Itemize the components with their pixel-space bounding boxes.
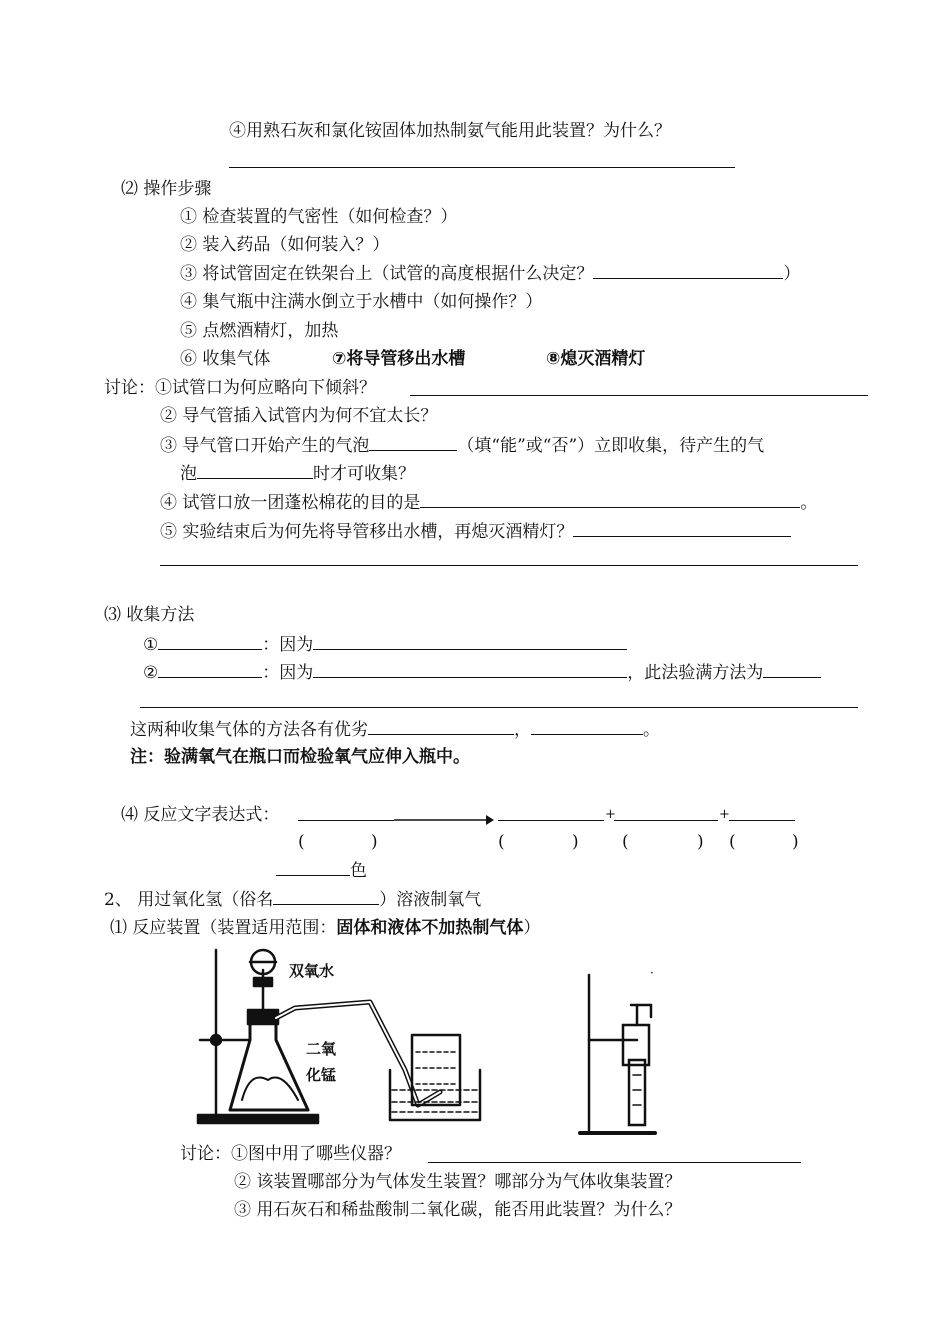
discussion-1 bbox=[104, 377, 376, 399]
color-blank bbox=[276, 859, 367, 882]
fill-blank[interactable] bbox=[158, 633, 262, 650]
discussion2-1-text: ①图中用了哪些仪器？ bbox=[231, 1144, 401, 1164]
method-number: ① bbox=[143, 635, 159, 655]
step-8: ⑧熄灭酒精灯 bbox=[546, 349, 646, 369]
discussion-5 bbox=[160, 520, 791, 543]
label-mno2-1: 二氧 bbox=[306, 1040, 337, 1058]
answer-line[interactable] bbox=[428, 1162, 801, 1163]
fill-blank[interactable] bbox=[313, 633, 627, 650]
answer-line[interactable] bbox=[160, 565, 858, 566]
paren-close: ) bbox=[572, 832, 579, 852]
paren-close: ) bbox=[792, 832, 799, 852]
period: 。 bbox=[643, 720, 660, 740]
discussion-3-text: 时才可收集？ bbox=[313, 464, 415, 484]
step-1: ① 检查装置的气密性（如何检查？） bbox=[180, 207, 458, 227]
fill-blank[interactable] bbox=[763, 661, 821, 678]
method-1 bbox=[143, 633, 627, 656]
fill-blank[interactable] bbox=[298, 820, 394, 821]
answer-line[interactable] bbox=[140, 707, 858, 708]
discussion-3-text: 泡 bbox=[180, 464, 197, 484]
section-title: ⑶ 收集方法 bbox=[104, 605, 195, 625]
apparatus-text: ⑴ 反应装置（装置适用范围： bbox=[110, 918, 337, 938]
section-title: ⑷ 反应文字表达式： bbox=[121, 805, 280, 825]
discussion-2: ② 导气管插入试管内为何不宜太长？ bbox=[160, 406, 438, 426]
fill-blank[interactable] bbox=[573, 520, 791, 537]
because-label: ：因为 bbox=[262, 663, 314, 683]
fill-blank[interactable] bbox=[313, 661, 627, 678]
discussion-label: 讨论： bbox=[104, 378, 155, 398]
discussion-3-cont bbox=[180, 462, 415, 485]
fill-blank[interactable] bbox=[593, 262, 783, 279]
step-3 bbox=[180, 262, 800, 285]
section-title: ⑵ 操作步骤 bbox=[121, 179, 212, 199]
fill-blank[interactable] bbox=[197, 462, 313, 479]
paren-open: ( bbox=[498, 832, 505, 852]
discussion2-3: ③ 用石灰石和稀盐酸制二氧化碳，能否用此装置？为什么？ bbox=[234, 1200, 682, 1220]
discussion-4-text: ④ 试管口放一团蓬松棉花的目的是 bbox=[160, 493, 421, 513]
q4-ammonia: ④用熟石灰和氯化铵固体加热制氨气能用此装置？为什么？ bbox=[229, 121, 671, 141]
discussion-label: 讨论： bbox=[180, 1144, 231, 1164]
discussion-3-text: （填“能”或“否”）立即收集，待产生的气 bbox=[457, 436, 765, 456]
period: 。 bbox=[800, 493, 818, 513]
discussion-5-text: ⑤ 实验结束后为何先将导管移出水槽，再熄灭酒精灯？ bbox=[160, 522, 574, 542]
step-6: ⑥ 收集气体 bbox=[180, 349, 271, 369]
discussion-4 bbox=[160, 491, 817, 514]
step-3-close: ） bbox=[783, 264, 801, 284]
reaction-arrow-icon bbox=[394, 812, 494, 828]
fill-blank[interactable] bbox=[498, 820, 604, 821]
discussion2-2: ② 该装置哪部分为气体发生装置？哪部分为气体收集装置？ bbox=[234, 1172, 682, 1192]
plus-sign: + bbox=[605, 807, 616, 822]
comma: ， bbox=[514, 720, 531, 740]
answer-line[interactable] bbox=[229, 167, 735, 168]
fill-blank[interactable] bbox=[276, 859, 350, 876]
step-5: ⑤ 点燃酒精灯，加热 bbox=[180, 321, 339, 341]
step-3-text: ③ 将试管固定在铁架台上（试管的高度根据什么决定？ bbox=[180, 264, 594, 284]
plus-sign: + bbox=[719, 807, 730, 822]
step-4: ④ 集气瓶中注满水倒立于水槽中（如何操作？） bbox=[180, 292, 543, 312]
discussion-3 bbox=[160, 434, 764, 457]
method-2 bbox=[143, 661, 821, 684]
merits-text: 这两种收集气体的方法各有优劣 bbox=[130, 720, 368, 740]
fill-blank[interactable] bbox=[158, 661, 262, 678]
method-number: ② bbox=[143, 663, 159, 683]
fill-blank[interactable] bbox=[531, 718, 643, 735]
apparatus-scope: 固体和液体不加热制气体 bbox=[336, 918, 524, 938]
figure-mark: · bbox=[650, 966, 654, 980]
test-tube-apparatus-figure bbox=[575, 965, 665, 1140]
fill-blank[interactable] bbox=[420, 491, 800, 508]
color-suffix: 色 bbox=[350, 861, 367, 881]
paren-close: ) bbox=[697, 832, 704, 852]
paren-close: ) bbox=[371, 832, 378, 852]
method-2-tail: ，此法验满方法为 bbox=[627, 663, 764, 683]
fill-blank[interactable] bbox=[368, 718, 514, 735]
fill-blank[interactable] bbox=[273, 888, 379, 905]
section-2-text: 2、 用过氧化氢（俗名 bbox=[104, 890, 274, 910]
paren-open: ( bbox=[622, 832, 629, 852]
label-h2o2: 双氧水 bbox=[289, 962, 335, 980]
discussion-3-text: ③ 导气管口开始产生的气泡 bbox=[160, 436, 370, 456]
because-label: ：因为 bbox=[262, 635, 314, 655]
merits bbox=[130, 718, 660, 741]
note: 注：验满氧气在瓶口而检验氧气应伸入瓶中。 bbox=[130, 747, 470, 767]
section-2-heading bbox=[104, 888, 481, 911]
section-2-text: ）溶液制氧气 bbox=[379, 890, 482, 910]
discussion2-1 bbox=[180, 1143, 401, 1165]
fill-blank[interactable] bbox=[369, 434, 457, 451]
apparatus-text: ） bbox=[523, 918, 541, 938]
label-mno2-2: 化锰 bbox=[306, 1066, 337, 1084]
step-7: ⑦将导管移出水槽 bbox=[332, 349, 466, 369]
paren-open: ( bbox=[298, 832, 305, 852]
paren-open: ( bbox=[729, 832, 736, 852]
fill-blank[interactable] bbox=[614, 820, 718, 821]
fill-blank[interactable] bbox=[729, 820, 795, 821]
h2o2-apparatus-figure bbox=[190, 940, 490, 1135]
discussion-1-text: ①试管口为何应略向下倾斜？ bbox=[155, 378, 376, 398]
step-2: ② 装入药品（如何装入？） bbox=[180, 235, 390, 255]
answer-line[interactable] bbox=[410, 395, 868, 396]
apparatus-heading bbox=[110, 917, 540, 939]
